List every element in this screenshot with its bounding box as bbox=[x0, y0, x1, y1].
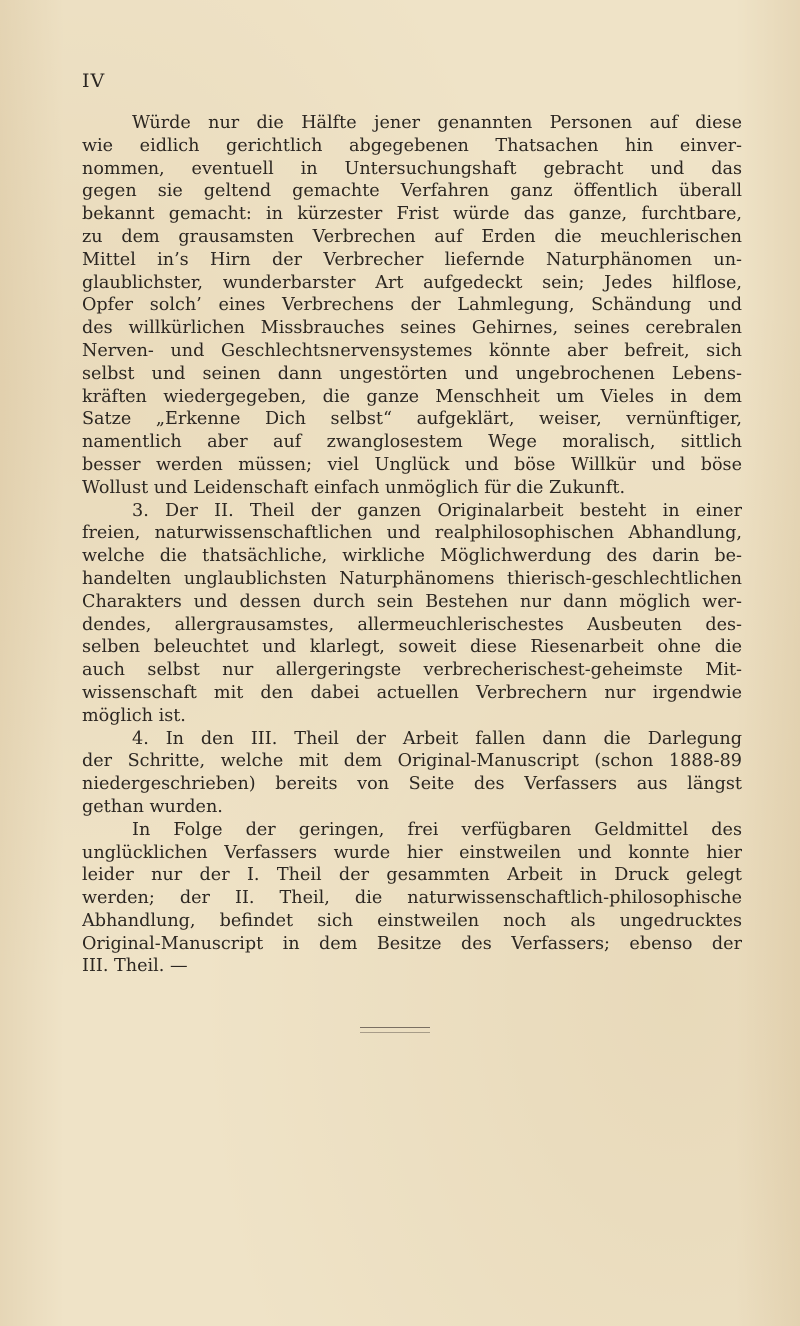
text-line: freien, naturwissenschaftlichen und realphilosophischen Abhandlung, bbox=[82, 523, 742, 544]
text-line: Abhandlung, befindet sich einstweilen noch als ungedrucktes bbox=[82, 910, 742, 931]
text-line: wie eidlich gerichtlich abgegebenen Thatsachen hin einver- bbox=[82, 135, 742, 156]
text-line: selben beleuchtet und klarlegt, soweit diese Riesenarbeit ohne die bbox=[82, 637, 742, 658]
text-line: der Schritte, welche mit dem Original-Manuscript (schon 1888-89 bbox=[82, 751, 742, 772]
section-divider bbox=[360, 1032, 430, 1033]
text-line: 4. In den III. Theil der Arbeit fallen dann die Darlegung bbox=[132, 728, 742, 749]
text-line: auch selbst nur allergeringste verbrecherischest-geheimste Mit- bbox=[82, 660, 742, 681]
text-line: besser werden müssen; viel Unglück und böse Willkür und böse bbox=[82, 454, 742, 475]
text-line: Original-Manuscript in dem Besitze des Verfassers; ebenso der bbox=[82, 933, 742, 954]
text-line: niedergeschrieben) bereits von Seite des Verfassers aus längst bbox=[82, 774, 742, 795]
text-line: bekannt gemacht: in kürzester Frist würde das ganze, furchtbare, bbox=[82, 204, 742, 225]
text-line: unglücklichen Verfassers wurde hier einstweilen und konnte hier bbox=[82, 842, 742, 863]
text-line: Charakters und dessen durch sein Bestehen nur dann möglich wer- bbox=[82, 591, 742, 612]
text-line: nommen, eventuell in Untersuchungshaft gebracht und das bbox=[82, 158, 742, 179]
text-line: gegen sie geltend gemachte Verfahren ganz öffentlich überall bbox=[82, 181, 742, 202]
text-line: namentlich aber auf zwanglosestem Wege moralisch, sittlich bbox=[82, 432, 742, 453]
text-line: selbst und seinen dann ungestörten und ungebrochenen Lebens- bbox=[82, 363, 742, 384]
section-divider bbox=[360, 1027, 430, 1028]
text-line: Nerven- und Geschlechtsnervensystemes könnte aber befreit, sich bbox=[82, 340, 742, 361]
text-line: möglich ist. bbox=[82, 705, 186, 726]
text-line: In Folge der geringen, frei verfügbaren Geldmittel des bbox=[132, 819, 742, 840]
text-line: des willkürlichen Missbrauches seines Gehirnes, seines cerebralen bbox=[82, 318, 742, 339]
text-line: handelten unglaublichsten Naturphänomens thierisch-geschlechtlichen bbox=[82, 568, 742, 589]
text-line: Opfer solch’ eines Verbrechens der Lahmlegung, Schändung und bbox=[82, 295, 742, 316]
text-line: III. Theil. — bbox=[82, 956, 188, 977]
text-line: Würde nur die Hälfte jener genannten Personen auf diese bbox=[132, 113, 742, 133]
text-line: glaublichster, wunderbarster Art aufgedeckt sein; Jedes hilflose, bbox=[82, 272, 742, 293]
text-line: Wollust und Leidenschaft einfach unmöglich für die Zukunft. bbox=[82, 477, 626, 498]
text-line: kräften wiedergegeben, die ganze Menschheit um Vieles in dem bbox=[82, 386, 742, 407]
text-line: leider nur der I. Theil der gesammten Arbeit in Druck gelegt bbox=[82, 865, 742, 886]
text-line: zu dem grausamsten Verbrechen auf Erden die meuchlerischen bbox=[82, 226, 742, 247]
text-line: werden; der II. Theil, die naturwissenschaftlich-philosophische bbox=[82, 888, 742, 909]
text-line: Mittel in’s Hirn der Verbrecher liefernde Naturphänomen un- bbox=[82, 249, 742, 270]
text-line: welche die thatsächliche, wirkliche Möglichwerdung des darin be- bbox=[82, 546, 742, 567]
text-line: dendes, allergrausamstes, allermeuchlerischestes Ausbeuten des- bbox=[82, 614, 742, 635]
page-number: IV bbox=[82, 70, 106, 92]
text-line: gethan wurden. bbox=[82, 796, 223, 817]
body-text bbox=[82, 112, 742, 978]
text-line: wissenschaft mit den dabei actuellen Verbrechern nur irgendwie bbox=[82, 682, 742, 703]
text-line: Satze „Erkenne Dich selbst“ aufgeklärt, weiser, vernünftiger, bbox=[82, 409, 742, 430]
text-line: 3. Der II. Theil der ganzen Originalarbeit besteht in einer bbox=[132, 500, 742, 521]
